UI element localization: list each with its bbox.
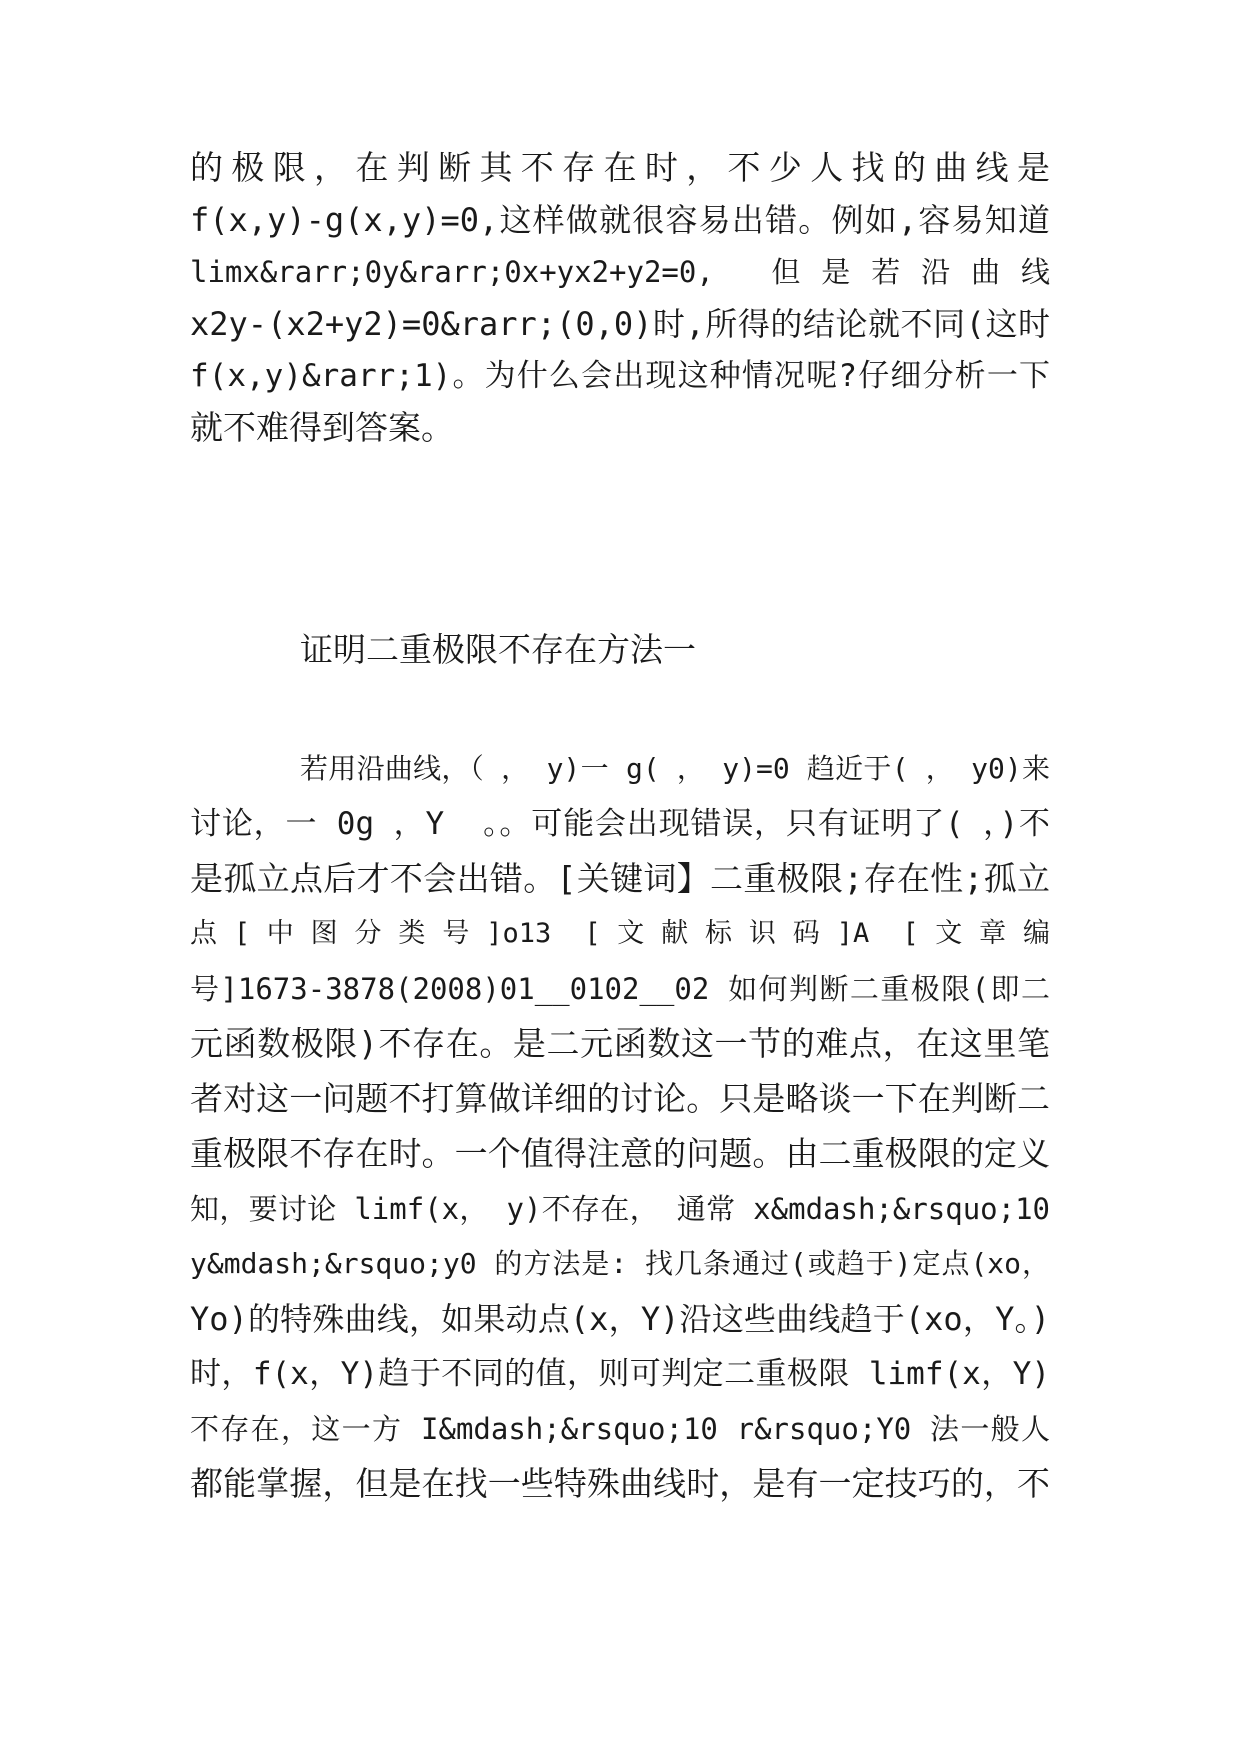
text-line: 是孤立点后才不会出错。[关键词】二重极限;存在性;孤立	[190, 859, 1050, 898]
text-line: 时，f(x，Y)趋于不同的值，则可判定二重极限 limf(x，Y)	[190, 1356, 1050, 1392]
text-line: 号]1673-3878(2008)01__0102__02 如何判断二重极限(即二	[190, 972, 1050, 1006]
text-line: Yo)的特殊曲线，如果动点(x，Y)沿这些曲线趋于(xo，Y。)	[190, 1300, 1050, 1338]
text-line: 点 [ 中 图 分 类 号 ]o13 [ 文 献 标 识 码 ]A [ 文 章 编	[190, 918, 1050, 949]
text-line: 者对这一问题不打算做详细的讨论。只是略谈一下在判断二	[190, 1079, 1050, 1118]
text-line: 就不难得到答案。	[190, 408, 454, 447]
text-line: limx&rarr;0y&rarr;0x+yx2+y2=0, 但 是 若 沿 曲 线	[190, 255, 1050, 289]
text-line: f(x,y)-g(x,y)=0,这样做就很容易出错。例如,容易知道	[190, 201, 1050, 239]
text-line: 的极限，在判断其不存在时，不少人找的曲线是	[190, 148, 1050, 187]
text-line: x2y-(x2+y2)=0&rarr;(0,0)时,所得的结论就不同(这时	[190, 305, 1050, 343]
text-line: 元函数极限)不存在。是二元函数这一节的难点，在这里笔	[190, 1024, 1050, 1063]
text-line: 若用沿曲线，（ ， y)一 g( ， y)=0 趋近于( ， y0)来	[300, 752, 1050, 785]
text-line: 重极限不存在时。一个值得注意的问题。由二重极限的定义	[190, 1134, 1050, 1173]
text-line: 讨论，一 0g ，Y 。。可能会出现错误，只有证明了( ，)不	[190, 806, 1050, 842]
section-heading: 证明二重极限不存在方法一	[300, 630, 696, 669]
text-line: 不存在，这一方 I&mdash;&rsquo;10 r&rsquo;Y0 法一般人	[190, 1412, 1050, 1446]
text-line: 知，要讨论 limf(x， y)不存在， 通常 x&mdash;&rsquo;10	[190, 1192, 1050, 1226]
text-line: f(x,y)&rarr;1)。为什么会出现这种情况呢?仔细分析一下	[190, 358, 1050, 394]
text-line: 都能掌握，但是在找一些特殊曲线时，是有一定技巧的，不	[190, 1464, 1050, 1503]
text-line: y&mdash;&rsquo;y0 的方法是: 找几条通过(或趋于)定点(xo，	[190, 1247, 1050, 1280]
